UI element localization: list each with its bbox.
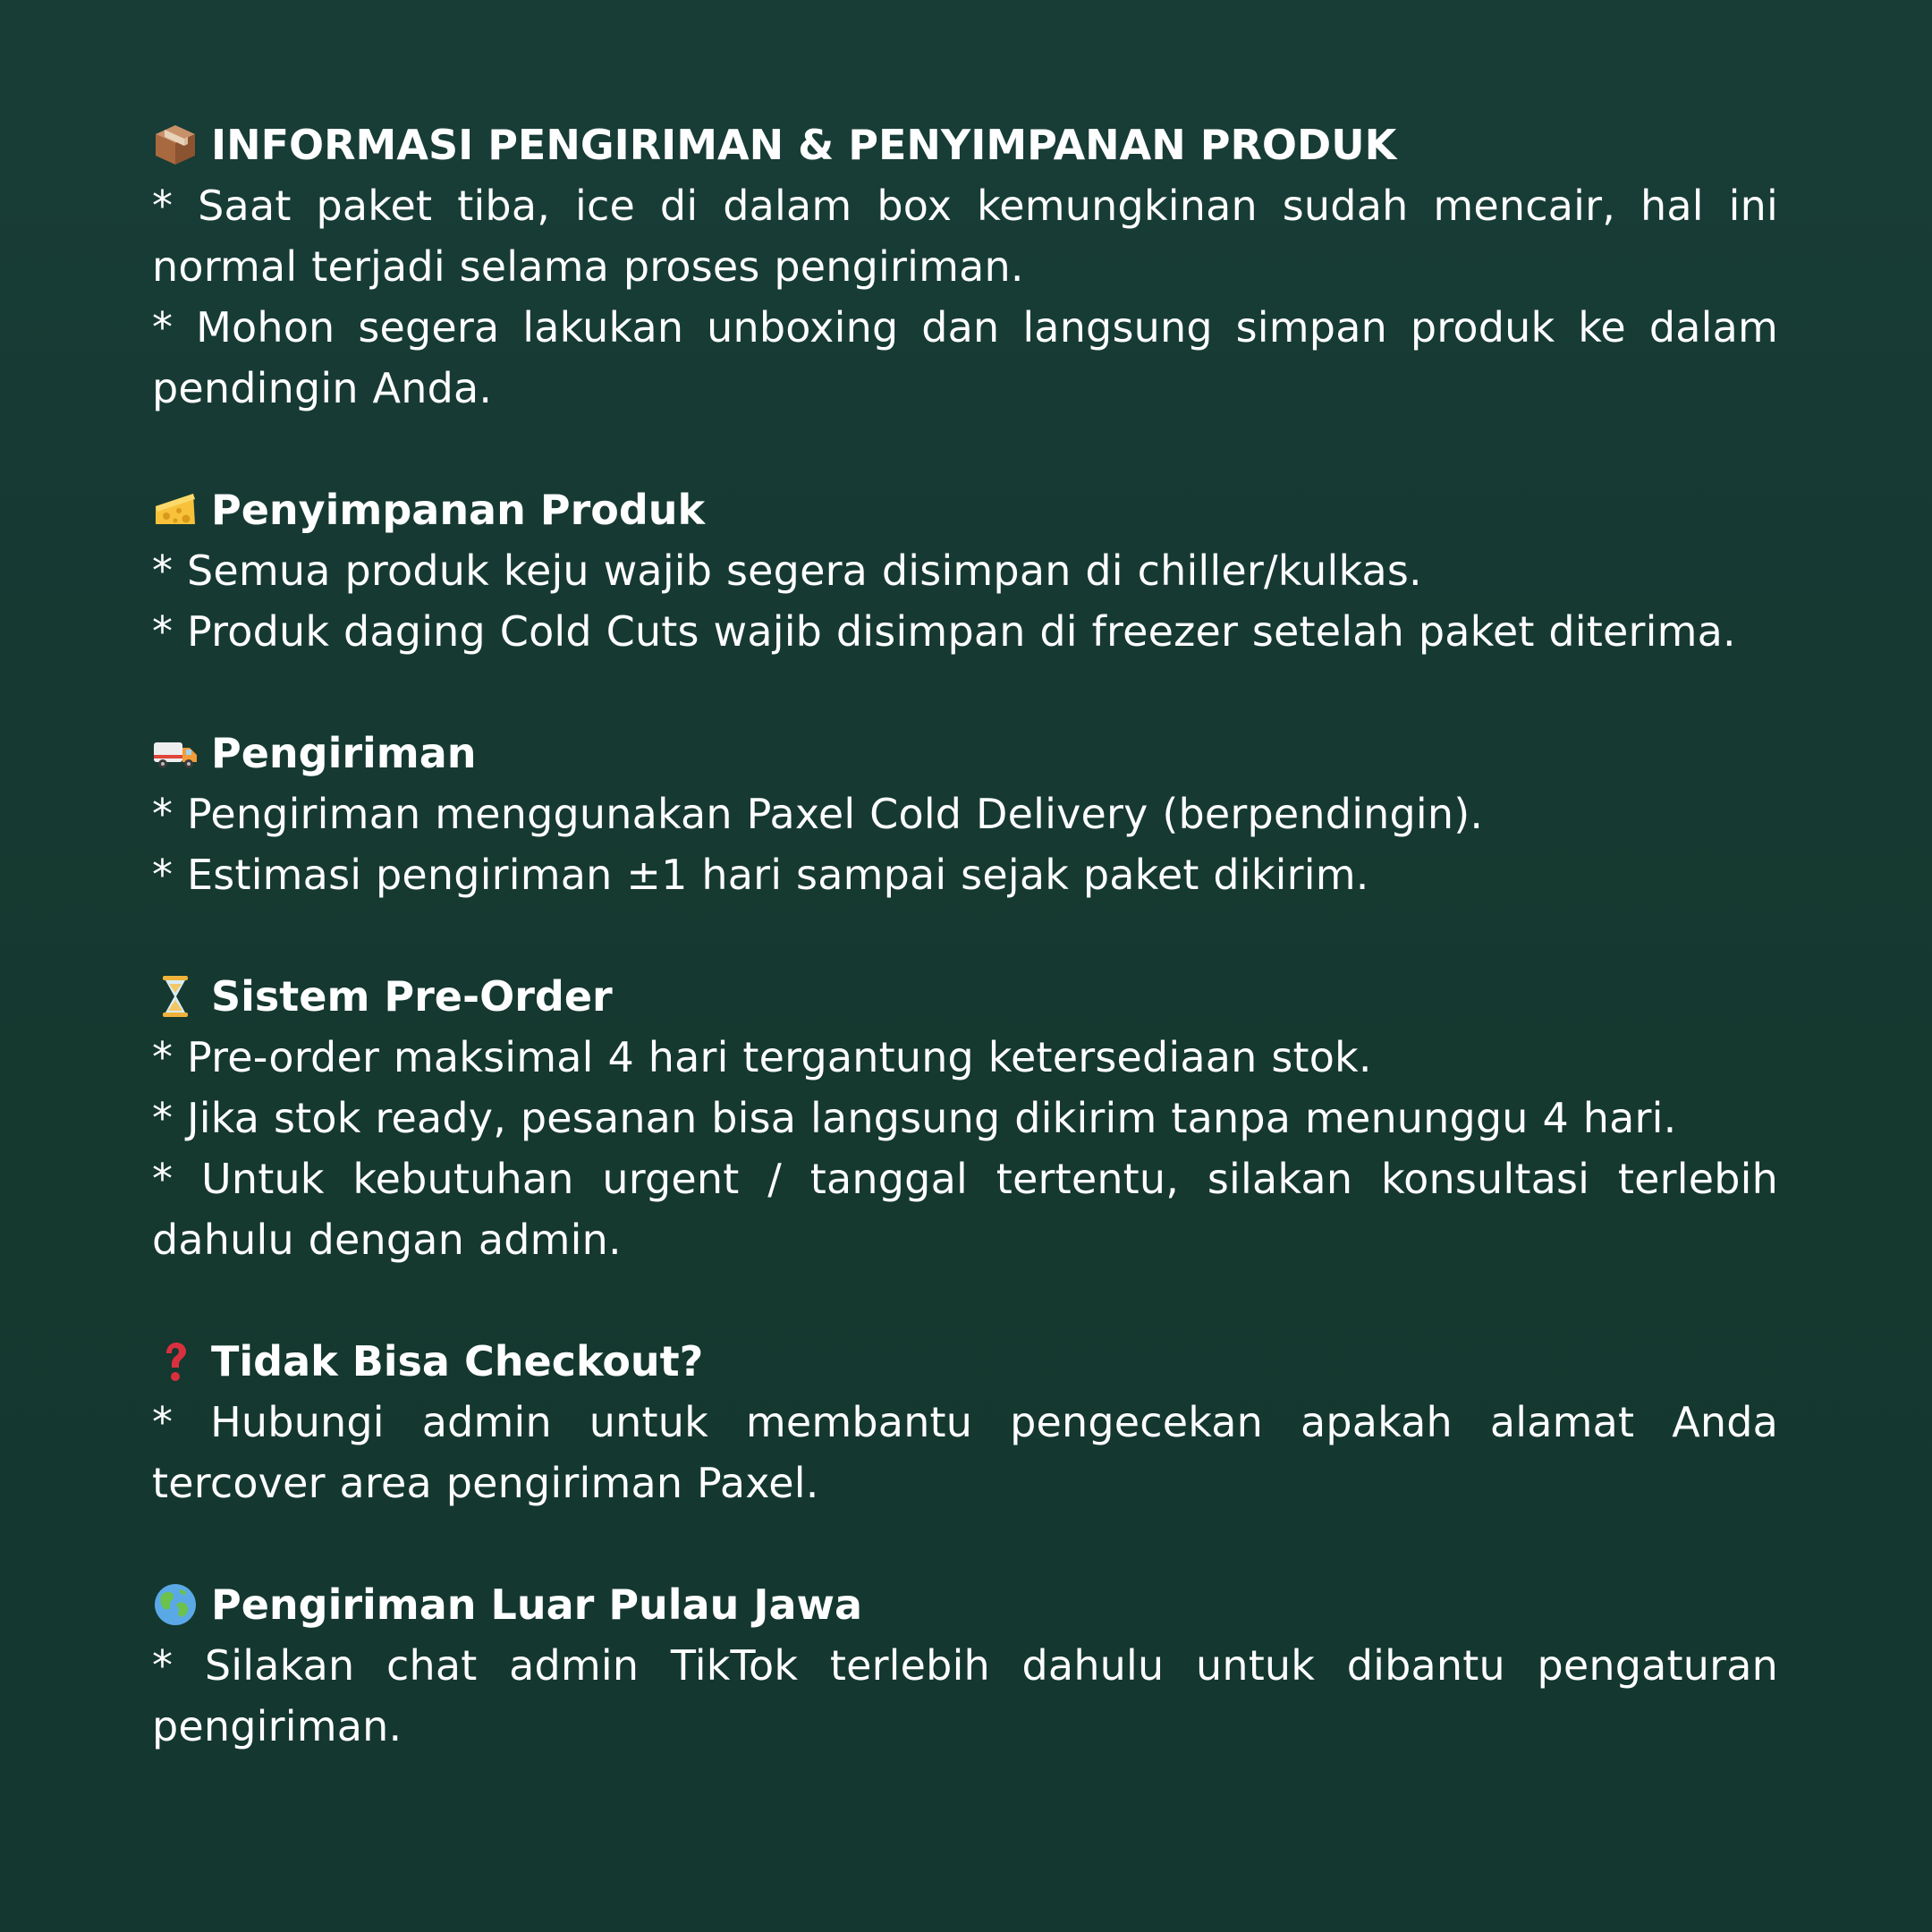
hourglass-icon [152,973,199,1020]
section-line: * Produk daging Cold Cuts wajib disimpan di freezer setelah paket diterima. [152,607,1736,656]
section-title: Pengiriman [211,729,477,777]
section-product-storage [152,479,1778,662]
section-title: INFORMASI PENGIRIMAN & PENYIMPANAN PRODUK [211,121,1397,169]
cheese-icon [152,487,199,533]
section-line: * Semua produk keju wajib segera disimpan di chiller/kulkas. [152,547,1422,595]
delivery-truck-icon [152,730,199,776]
section-line: * Silakan chat admin TikTok terlebih dahulu untuk dibantu pengaturan pengiriman. [152,1641,1778,1750]
section-heading [152,114,1778,175]
section-line: * Hubungi admin untuk membantu pengecekan apakah alamat Anda tercover area pengiriman Paxel. [152,1398,1778,1507]
section-line: * Untuk kebutuhan urgent / tanggal tertentu, silakan konsultasi terlebih dahulu dengan admin. [152,1155,1778,1264]
section-title: Pengiriman Luar Pulau Jawa [211,1580,863,1629]
section-title: Sistem Pre-Order [211,972,613,1021]
section-heading [152,966,1778,1027]
section-heading [152,723,1778,784]
section-heading [152,1574,1778,1635]
section-heading [152,479,1778,540]
question-mark-icon [152,1338,199,1385]
section-outside-java [152,1574,1778,1757]
section-shipping-storage-info [152,114,1778,419]
globe-icon [152,1581,199,1628]
section-line: * Pre-order maksimal 4 hari tergantung ketersediaan stok. [152,1033,1372,1081]
section-pre-order [152,966,1778,1270]
section-line: * Estimasi pengiriman ±1 hari sampai sejak paket dikirim. [152,851,1369,899]
info-page [152,114,1778,1885]
section-shipping [152,723,1778,905]
section-title: Penyimpanan Produk [211,486,706,534]
package-icon [152,122,199,168]
section-line: * Mohon segera lakukan unboxing dan langsung simpan produk ke dalam pendingin Anda. [152,303,1778,412]
section-line: * Pengiriman menggunakan Paxel Cold Delivery (berpendingin). [152,790,1484,838]
section-title: Tidak Bisa Checkout? [211,1337,704,1385]
section-line: * Jika stok ready, pesanan bisa langsung dikirim tanpa menunggu 4 hari. [152,1094,1677,1142]
section-heading [152,1331,1778,1392]
section-line: * Saat paket tiba, ice di dalam box kemungkinan sudah mencair, hal ini normal terjadi selama proses pengiriman. [152,182,1778,291]
section-checkout-help [152,1331,1778,1513]
